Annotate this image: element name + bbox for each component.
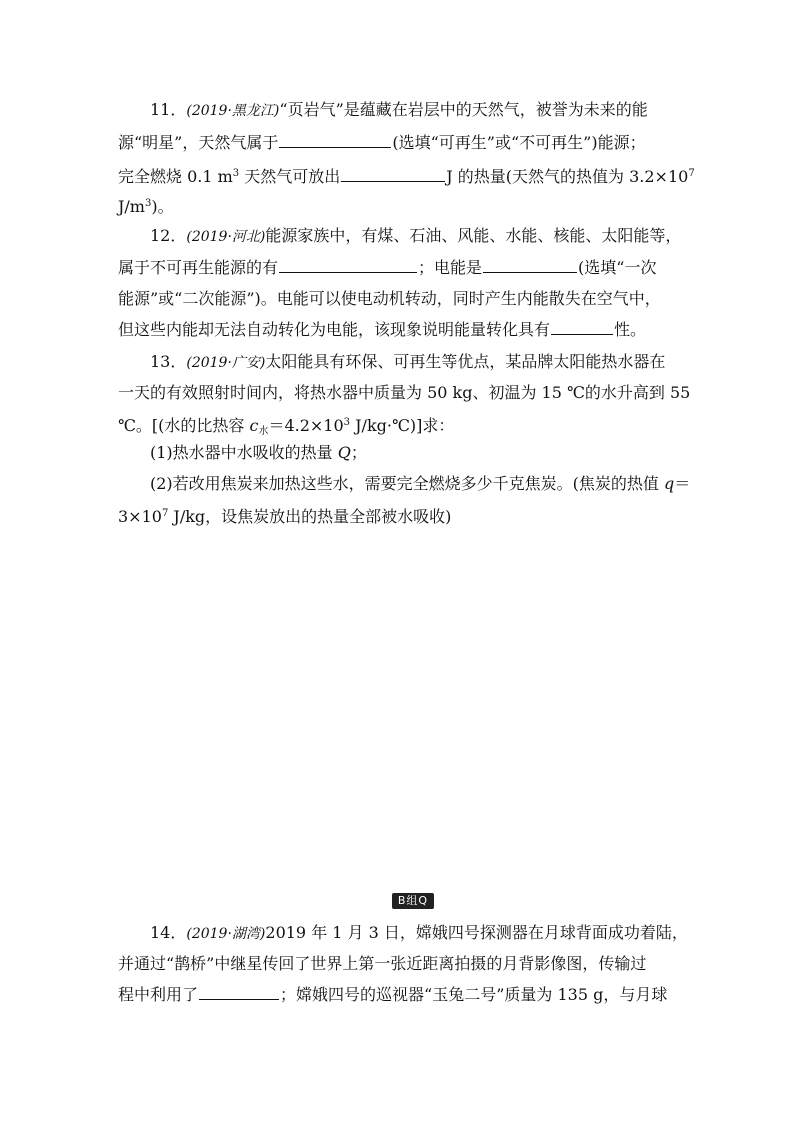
q11-text-3c: J 的热量(天然气的热值为 3.2×10 bbox=[446, 167, 689, 186]
q14-text-1: 2019 年 1 月 3 日，嫦娥四号探测器在月球背面成功着陆， bbox=[265, 923, 688, 942]
q13-sup-3: 3 bbox=[343, 417, 351, 428]
q13-source: (2019·广安) bbox=[186, 355, 266, 371]
q13-var-c: c bbox=[249, 416, 259, 435]
q11-text-4b: )。 bbox=[151, 197, 174, 216]
q12-text-4a: 但这些内能却无法自动转化为电能，该现象说明能量转化具有 bbox=[118, 320, 551, 339]
q13-sub2-text-b: ＝ bbox=[674, 474, 691, 493]
q11-number: 11． bbox=[150, 100, 187, 119]
q13-line-2 bbox=[118, 383, 691, 403]
q12-text-3: 能源”或“二次能源”)。电能可以使电动机转动，同时产生内能散失在空气中， bbox=[118, 289, 661, 308]
q13-text-3d: J/kg·℃)]求： bbox=[350, 416, 455, 435]
q11-line-1 bbox=[150, 100, 710, 121]
q13-line-3 bbox=[118, 413, 678, 442]
q14-source: (2019·湖湾) bbox=[186, 926, 266, 942]
q12-line-4 bbox=[118, 320, 678, 340]
q13-number: 13． bbox=[150, 352, 187, 371]
q14-answer-blank-1[interactable] bbox=[199, 985, 279, 1000]
q12-answer-blank-1[interactable] bbox=[279, 258, 417, 273]
q12-text-4b: 性。 bbox=[614, 320, 647, 339]
q13-sub-question-2 bbox=[150, 474, 710, 494]
q13-sub2-text-a: (2)若改用焦炭来加热这些水，需要完全燃烧多少千克焦炭。(焦炭的热值 bbox=[150, 474, 664, 493]
q11-answer-blank-1[interactable] bbox=[279, 133, 391, 148]
q11-text-1: “页岩气”是蕴藏在岩层中的天然气，被誉为未来的能 bbox=[279, 100, 648, 119]
q13-line-1 bbox=[150, 352, 710, 373]
q14-number: 14． bbox=[150, 923, 187, 942]
q13-sub1-text-b: ； bbox=[350, 443, 367, 462]
q11-text-3b: 天然气可放出 bbox=[239, 167, 341, 186]
q12-text-2c: (选填“一次 bbox=[578, 258, 657, 277]
q11-line-2 bbox=[118, 133, 678, 153]
q12-line-1 bbox=[150, 226, 710, 247]
q13-text-2: 一天的有效照射时间内，将热水器中质量为 50 kg、初温为 15 ℃的水升高到 55 bbox=[118, 383, 691, 402]
q11-source: (2019·黑龙江) bbox=[186, 103, 280, 119]
q12-answer-blank-3[interactable] bbox=[551, 320, 613, 335]
q12-text-2a: 属于不可再生能源的有 bbox=[118, 258, 279, 277]
q14-text-3b: ；嫦娥四号的巡视器“玉兔二号”质量为 135 g，与月球 bbox=[280, 985, 668, 1004]
q14-line-1 bbox=[150, 923, 710, 944]
q11-text-2a: 源“明星”，天然气属于 bbox=[118, 133, 279, 152]
q14-text-2: 并通过“鹊桥”中继星传回了世界上第一张近距离拍摄的月背影像图，传输过 bbox=[118, 954, 647, 973]
q13-var-q-upper: Q bbox=[337, 443, 351, 462]
q11-sup-3: 3 bbox=[232, 168, 240, 179]
q13-var-q-lower: q bbox=[664, 474, 675, 493]
q11-text-2b: (选填“可再生”或“不可再生”)能源； bbox=[392, 133, 646, 152]
q14-line-3 bbox=[118, 985, 678, 1005]
q11-text-4a: J/m bbox=[118, 197, 145, 216]
q11-answer-blank-2[interactable] bbox=[341, 167, 445, 182]
q13-sub2-sup: 7 bbox=[161, 508, 169, 519]
group-b-badge: B组Q bbox=[392, 893, 434, 909]
q11-sup-3b: 7 bbox=[688, 168, 695, 179]
q11-line-3 bbox=[118, 164, 695, 187]
q12-line-3 bbox=[118, 289, 678, 309]
q12-text-2b: ；电能是 bbox=[418, 258, 483, 277]
q11-text-3a: 完全燃烧 0.1 m bbox=[118, 167, 233, 186]
q13-sub2-line2-a: 3×10 bbox=[118, 507, 162, 526]
q13-sub-question-2-line-2 bbox=[118, 504, 678, 527]
q12-answer-blank-2[interactable] bbox=[483, 258, 577, 273]
q11-sup-4: 3 bbox=[144, 198, 152, 209]
q13-text-1: 太阳能具有环保、可再生等优点，某品牌太阳能热水器在 bbox=[265, 352, 666, 371]
q12-line-2 bbox=[118, 258, 678, 278]
q11-line-4 bbox=[118, 194, 678, 217]
q13-text-3a: ℃。[(水的比热容 bbox=[118, 416, 250, 435]
q13-sub2-line2-b: J/kg，设焦炭放出的热量全部被水吸收) bbox=[168, 507, 452, 526]
q13-text-3b: ＝4.2×10 bbox=[268, 416, 344, 435]
q14-line-2 bbox=[118, 954, 678, 974]
q12-number: 12． bbox=[150, 226, 187, 245]
q12-source: (2019·河北) bbox=[186, 229, 266, 245]
q14-text-3a: 程中利用了 bbox=[118, 985, 199, 1004]
q13-sub1-text-a: (1)热水器中水吸收的热量 bbox=[150, 443, 338, 462]
q12-text-1: 能源家族中，有煤、石油、风能、水能、核能、太阳能等， bbox=[265, 226, 682, 245]
q13-sub-question-1 bbox=[150, 443, 710, 463]
q13-sub-water: 水 bbox=[258, 426, 269, 437]
